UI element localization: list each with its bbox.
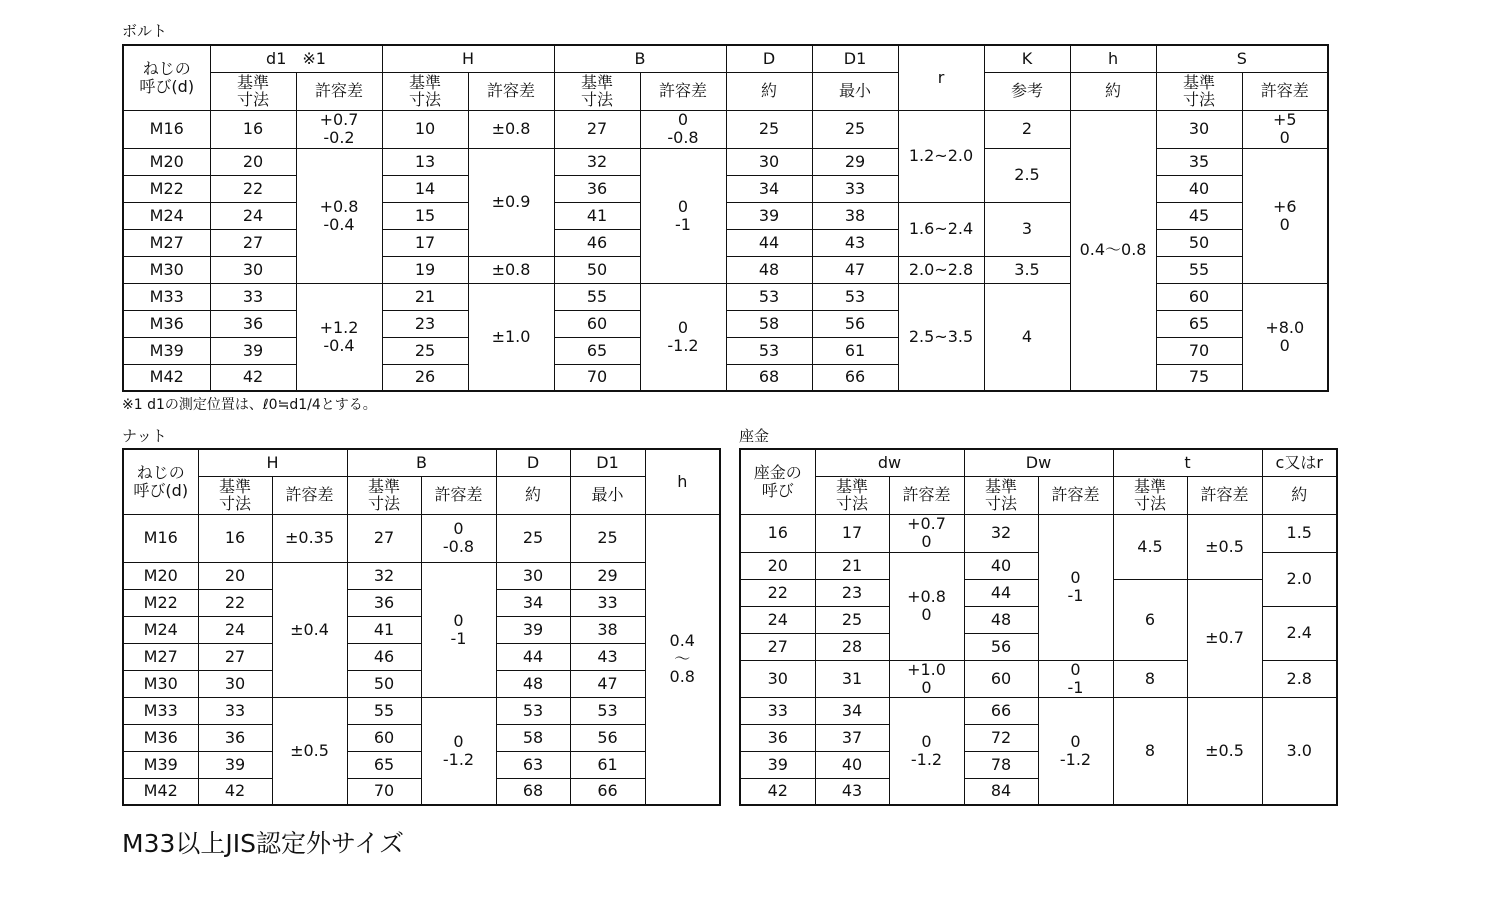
nut-D: 63	[496, 751, 570, 778]
nut-H: 33	[198, 697, 272, 724]
bolt-B: 46	[554, 229, 640, 256]
nut-H: 22	[198, 589, 272, 616]
bolt-hdr-B-tol: 許容差	[640, 72, 726, 110]
bolt-H: 17	[382, 229, 468, 256]
nut-H-tol: ±0.35	[272, 514, 347, 562]
bolt-nominal: M20	[123, 148, 210, 175]
nut-H-tol: ±0.4	[272, 562, 347, 697]
washer-c: 3.0	[1262, 697, 1337, 805]
washer-t-tol: ±0.7	[1187, 579, 1262, 697]
bolt-hdr-nominal: ねじの 呼び(d)	[123, 45, 210, 110]
washer-Dw-tol: 0 -1	[1038, 514, 1113, 660]
nut-D: 39	[496, 616, 570, 643]
washer-nominal: 20	[740, 552, 815, 579]
nut-D: 48	[496, 670, 570, 697]
bolt-H: 26	[382, 364, 468, 391]
bolt-r: 2.0~2.8	[898, 256, 984, 283]
washer-hdr-Dw-tol: 許容差	[1038, 476, 1113, 514]
table-row	[123, 697, 720, 724]
bolt-hdr-D1-min: 最小	[812, 72, 898, 110]
nut-D1: 53	[570, 697, 645, 724]
bolt-H: 14	[382, 175, 468, 202]
washer-hdr-dw: dw	[815, 449, 964, 476]
bolt-d1: 33	[210, 283, 296, 310]
washer-t: 4.5	[1113, 514, 1187, 579]
bolt-nominal: M42	[123, 364, 210, 391]
washer-hdr-t: t	[1113, 449, 1262, 476]
washer-t-tol: ±0.5	[1187, 514, 1262, 579]
bolt-K: 2	[984, 110, 1070, 148]
bolt-S: 55	[1156, 256, 1242, 283]
nut-spec-table	[122, 448, 721, 806]
nut-H-tol: ±0.5	[272, 697, 347, 805]
nut-nominal: M24	[123, 616, 198, 643]
bolt-D: 30	[726, 148, 812, 175]
bolt-H: 23	[382, 310, 468, 337]
bolt-H-tol: ±0.8	[468, 256, 554, 283]
nut-H: 36	[198, 724, 272, 751]
nut-hdr-D: D	[496, 449, 570, 476]
nut-H: 24	[198, 616, 272, 643]
nut-hdr-nominal: ねじの 呼び(d)	[123, 449, 198, 514]
washer-c: 2.0	[1262, 552, 1337, 606]
bolt-title: ボルト	[122, 22, 168, 40]
nut-H: 39	[198, 751, 272, 778]
nut-nominal: M27	[123, 643, 198, 670]
table-row	[740, 697, 1337, 724]
table-row	[740, 514, 1337, 552]
bolt-h: 0.4～0.8	[1070, 110, 1156, 391]
bolt-hdr-K: K	[984, 45, 1070, 72]
bolt-hdr-h-approx: 約	[1070, 72, 1156, 110]
nut-B: 55	[347, 697, 421, 724]
bolt-H: 21	[382, 283, 468, 310]
bolt-hdr-B-basic: 基準 寸法	[554, 72, 640, 110]
washer-t-tol: ±0.5	[1187, 697, 1262, 805]
washer-Dw: 32	[964, 514, 1038, 552]
bolt-hdr-S: S	[1156, 45, 1328, 72]
washer-dw: 17	[815, 514, 889, 552]
washer-hdr-dw-tol: 許容差	[889, 476, 964, 514]
bolt-hdr-D-approx: 約	[726, 72, 812, 110]
bolt-hdr-K-ref: 参考	[984, 72, 1070, 110]
washer-Dw: 66	[964, 697, 1038, 724]
washer-c: 2.8	[1262, 660, 1337, 697]
washer-nominal: 16	[740, 514, 815, 552]
nut-hdr-B: B	[347, 449, 496, 476]
bolt-D: 48	[726, 256, 812, 283]
bolt-B: 27	[554, 110, 640, 148]
nut-nominal: M22	[123, 589, 198, 616]
bolt-nominal: M36	[123, 310, 210, 337]
bolt-B: 65	[554, 337, 640, 364]
washer-dw: 31	[815, 660, 889, 697]
bolt-hdr-h: h	[1070, 45, 1156, 72]
nut-nominal: M33	[123, 697, 198, 724]
washer-nominal: 39	[740, 751, 815, 778]
bolt-footnote: ※1 d1の測定位置は、ℓ0≒d1/4とする。	[122, 397, 377, 413]
washer-dw: 23	[815, 579, 889, 606]
bolt-D1: 56	[812, 310, 898, 337]
nut-hdr-B-basic: 基準 寸法	[347, 476, 421, 514]
washer-dw: 25	[815, 606, 889, 633]
bolt-d1-tol: +0.8 -0.4	[296, 148, 382, 283]
washer-nominal: 27	[740, 633, 815, 660]
washer-spec-table	[739, 448, 1338, 806]
bolt-D1: 33	[812, 175, 898, 202]
washer-hdr-Dw-basic: 基準 寸法	[964, 476, 1038, 514]
washer-Dw: 72	[964, 724, 1038, 751]
bolt-D1: 66	[812, 364, 898, 391]
nut-D: 34	[496, 589, 570, 616]
bolt-hdr-d1: d1 ※1	[210, 45, 382, 72]
washer-Dw: 40	[964, 552, 1038, 579]
bolt-d1: 20	[210, 148, 296, 175]
bolt-r: 1.2~2.0	[898, 110, 984, 202]
bolt-B-tol: 0 -1	[640, 148, 726, 283]
bolt-B: 55	[554, 283, 640, 310]
bolt-d1-tol: +0.7 -0.2	[296, 110, 382, 148]
washer-Dw-tol: 0 -1.2	[1038, 697, 1113, 805]
nut-H: 42	[198, 778, 272, 805]
bolt-d1: 30	[210, 256, 296, 283]
bolt-d1: 36	[210, 310, 296, 337]
bolt-B: 70	[554, 364, 640, 391]
nut-B-tol: 0 -0.8	[421, 514, 496, 562]
bolt-K: 3.5	[984, 256, 1070, 283]
washer-nominal: 42	[740, 778, 815, 805]
bolt-d1: 27	[210, 229, 296, 256]
table-row	[123, 110, 1328, 148]
washer-Dw: 78	[964, 751, 1038, 778]
washer-dw-tol: +1.0 0	[889, 660, 964, 697]
nut-D1: 61	[570, 751, 645, 778]
bolt-hdr-r: r	[898, 45, 984, 110]
washer-c: 1.5	[1262, 514, 1337, 552]
bolt-D1: 61	[812, 337, 898, 364]
washer-nominal: 33	[740, 697, 815, 724]
bolt-nominal: M39	[123, 337, 210, 364]
nut-D1: 29	[570, 562, 645, 589]
nut-D: 58	[496, 724, 570, 751]
bolt-r: 2.5~3.5	[898, 283, 984, 391]
bolt-S: 60	[1156, 283, 1242, 310]
table-row	[123, 562, 720, 589]
nut-D: 44	[496, 643, 570, 670]
bolt-hdr-H-basic: 基準 寸法	[382, 72, 468, 110]
nut-D: 68	[496, 778, 570, 805]
bolt-H-tol: ±1.0	[468, 283, 554, 391]
bolt-D1: 43	[812, 229, 898, 256]
washer-Dw: 56	[964, 633, 1038, 660]
nut-B: 65	[347, 751, 421, 778]
nut-nominal: M16	[123, 514, 198, 562]
washer-t: 6	[1113, 579, 1187, 660]
bolt-H-tol: ±0.8	[468, 110, 554, 148]
bolt-hdr-B: B	[554, 45, 726, 72]
bolt-hdr-H: H	[382, 45, 554, 72]
washer-hdr-Dw: Dw	[964, 449, 1113, 476]
bolt-B: 36	[554, 175, 640, 202]
nut-D1: 33	[570, 589, 645, 616]
nut-hdr-H-tol: 許容差	[272, 476, 347, 514]
washer-dw: 34	[815, 697, 889, 724]
nut-B-tol: 0 -1	[421, 562, 496, 697]
bolt-hdr-D: D	[726, 45, 812, 72]
bolt-S: 70	[1156, 337, 1242, 364]
bolt-B-tol: 0 -0.8	[640, 110, 726, 148]
nut-h: 0.4 ～ 0.8	[645, 514, 720, 805]
nut-B: 50	[347, 670, 421, 697]
washer-dw: 21	[815, 552, 889, 579]
washer-nominal: 24	[740, 606, 815, 633]
washer-dw-tol: 0 -1.2	[889, 697, 964, 805]
nut-B: 60	[347, 724, 421, 751]
nut-nominal: M30	[123, 670, 198, 697]
bolt-D1: 25	[812, 110, 898, 148]
washer-t: 8	[1113, 697, 1187, 805]
nut-hdr-B-tol: 許容差	[421, 476, 496, 514]
bolt-D: 68	[726, 364, 812, 391]
bolt-H: 10	[382, 110, 468, 148]
bolt-d1-tol: +1.2 -0.4	[296, 283, 382, 391]
washer-hdr-t-tol: 許容差	[1187, 476, 1262, 514]
nut-H: 20	[198, 562, 272, 589]
bolt-D: 58	[726, 310, 812, 337]
bolt-nominal: M24	[123, 202, 210, 229]
washer-hdr-c: c又はr	[1262, 449, 1337, 476]
bolt-D: 53	[726, 337, 812, 364]
bolt-S-tol: +8.0 0	[1242, 283, 1328, 391]
nut-B: 36	[347, 589, 421, 616]
washer-dw-tol: +0.8 0	[889, 552, 964, 660]
nut-B: 32	[347, 562, 421, 589]
bolt-K: 4	[984, 283, 1070, 391]
bolt-S: 65	[1156, 310, 1242, 337]
bolt-D1: 53	[812, 283, 898, 310]
bolt-H: 15	[382, 202, 468, 229]
bolt-S: 40	[1156, 175, 1242, 202]
nut-B: 70	[347, 778, 421, 805]
jis-note: M33以上JIS認定外サイズ	[122, 829, 404, 858]
bolt-S: 45	[1156, 202, 1242, 229]
nut-D: 30	[496, 562, 570, 589]
bolt-hdr-d1-basic: 基準 寸法	[210, 72, 296, 110]
nut-D1: 47	[570, 670, 645, 697]
bolt-H-tol: ±0.9	[468, 148, 554, 256]
nut-D1: 66	[570, 778, 645, 805]
bolt-hdr-D1: D1	[812, 45, 898, 72]
washer-c: 2.4	[1262, 606, 1337, 660]
bolt-S: 35	[1156, 148, 1242, 175]
bolt-d1: 16	[210, 110, 296, 148]
nut-B: 46	[347, 643, 421, 670]
washer-dw: 28	[815, 633, 889, 660]
nut-B: 27	[347, 514, 421, 562]
washer-hdr-t-basic: 基準 寸法	[1113, 476, 1187, 514]
bolt-S-tol: +6 0	[1242, 148, 1328, 283]
nut-hdr-D1: D1	[570, 449, 645, 476]
bolt-D: 39	[726, 202, 812, 229]
washer-Dw: 60	[964, 660, 1038, 697]
bolt-S: 75	[1156, 364, 1242, 391]
bolt-B: 41	[554, 202, 640, 229]
bolt-B: 32	[554, 148, 640, 175]
bolt-nominal: M27	[123, 229, 210, 256]
bolt-hdr-H-tol: 許容差	[468, 72, 554, 110]
washer-dw-tol: +0.7 0	[889, 514, 964, 552]
bolt-D1: 29	[812, 148, 898, 175]
bolt-d1: 42	[210, 364, 296, 391]
bolt-spec-table	[122, 44, 1329, 392]
nut-H: 30	[198, 670, 272, 697]
washer-Dw: 48	[964, 606, 1038, 633]
washer-dw: 37	[815, 724, 889, 751]
washer-nominal: 30	[740, 660, 815, 697]
bolt-nominal: M16	[123, 110, 210, 148]
bolt-S: 50	[1156, 229, 1242, 256]
bolt-H: 19	[382, 256, 468, 283]
nut-nominal: M42	[123, 778, 198, 805]
nut-H: 27	[198, 643, 272, 670]
bolt-B: 50	[554, 256, 640, 283]
nut-B: 41	[347, 616, 421, 643]
washer-Dw: 84	[964, 778, 1038, 805]
bolt-nominal: M22	[123, 175, 210, 202]
nut-D1: 56	[570, 724, 645, 751]
bolt-d1: 39	[210, 337, 296, 364]
washer-Dw-tol: 0 -1	[1038, 660, 1113, 697]
nut-D: 25	[496, 514, 570, 562]
bolt-H: 25	[382, 337, 468, 364]
nut-hdr-H: H	[198, 449, 347, 476]
bolt-B: 60	[554, 310, 640, 337]
washer-hdr-c-approx: 約	[1262, 476, 1337, 514]
bolt-K: 2.5	[984, 148, 1070, 202]
bolt-D1: 38	[812, 202, 898, 229]
bolt-D: 25	[726, 110, 812, 148]
washer-nominal: 22	[740, 579, 815, 606]
nut-title: ナット	[122, 427, 167, 445]
bolt-d1: 22	[210, 175, 296, 202]
bolt-S-tol: +5 0	[1242, 110, 1328, 148]
bolt-nominal: M33	[123, 283, 210, 310]
nut-hdr-D1-min: 最小	[570, 476, 645, 514]
nut-D1: 25	[570, 514, 645, 562]
bolt-H: 13	[382, 148, 468, 175]
nut-hdr-H-basic: 基準 寸法	[198, 476, 272, 514]
nut-D1: 43	[570, 643, 645, 670]
nut-hdr-D-approx: 約	[496, 476, 570, 514]
bolt-hdr-S-basic: 基準 寸法	[1156, 72, 1242, 110]
bolt-D1: 47	[812, 256, 898, 283]
washer-hdr-nominal: 座金の 呼び	[740, 449, 815, 514]
nut-B-tol: 0 -1.2	[421, 697, 496, 805]
bolt-d1: 24	[210, 202, 296, 229]
bolt-hdr-S-tol: 許容差	[1242, 72, 1328, 110]
nut-D1: 38	[570, 616, 645, 643]
washer-title: 座金	[739, 427, 770, 445]
washer-t: 8	[1113, 660, 1187, 697]
nut-nominal: M39	[123, 751, 198, 778]
bolt-nominal: M30	[123, 256, 210, 283]
nut-H: 16	[198, 514, 272, 562]
bolt-B-tol: 0 -1.2	[640, 283, 726, 391]
bolt-r: 1.6~2.4	[898, 202, 984, 256]
washer-hdr-dw-basic: 基準 寸法	[815, 476, 889, 514]
nut-nominal: M36	[123, 724, 198, 751]
washer-nominal: 36	[740, 724, 815, 751]
table-row	[123, 514, 720, 562]
bolt-hdr-d1-tol: 許容差	[296, 72, 382, 110]
washer-Dw: 44	[964, 579, 1038, 606]
washer-dw: 40	[815, 751, 889, 778]
washer-dw: 43	[815, 778, 889, 805]
nut-hdr-h: h	[645, 449, 720, 514]
bolt-D: 44	[726, 229, 812, 256]
bolt-D: 34	[726, 175, 812, 202]
bolt-S: 30	[1156, 110, 1242, 148]
bolt-K: 3	[984, 202, 1070, 256]
bolt-D: 53	[726, 283, 812, 310]
nut-nominal: M20	[123, 562, 198, 589]
nut-D: 53	[496, 697, 570, 724]
